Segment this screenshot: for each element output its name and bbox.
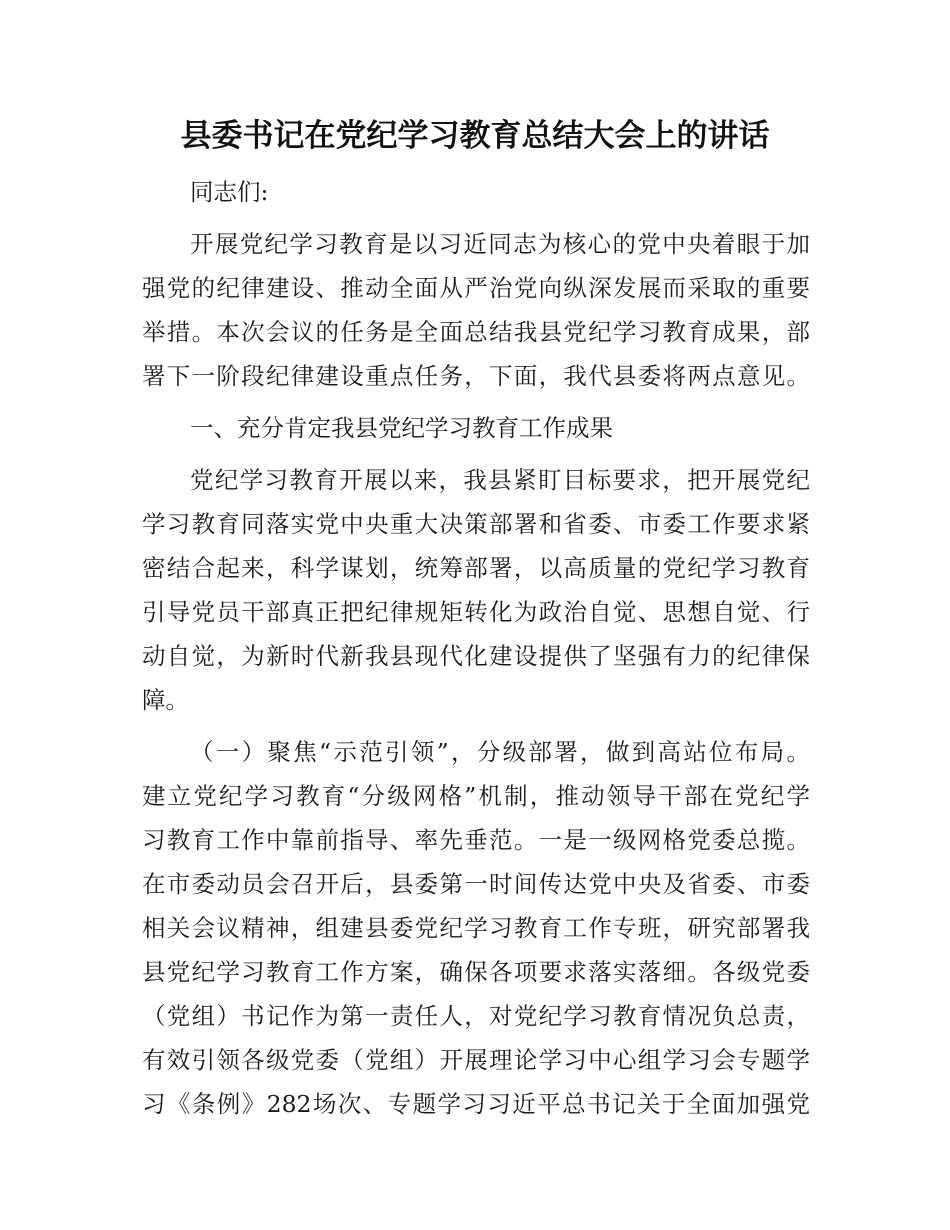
paragraph-line: 建立党纪学习教育“分级网格”机制，推动领导干部在党纪学 [142,782,810,810]
paragraph-line: 学习教育同落实党中央重大决策部署和省委、市委工作要求紧 [142,510,810,538]
document-title: 县委书记在党纪学习教育总结大会上的讲话 [180,118,770,154]
section-heading-1: 一、充分肯定我县党纪学习教育工作成果 [190,414,613,442]
paragraph-line: 在市委动员会召开后，县委第一时间传达党中央及省委、市委 [142,870,810,898]
paragraph-line: 有效引领各级党委（党组）开展理论学习中心组学习会专题学 [142,1046,810,1074]
paragraph-line: 署下一阶段纪律建设重点任务，下面，我代县委将两点意见。 [142,362,810,390]
paragraph-line: 动自觉，为新时代新我县现代化建设提供了坚强有力的纪律保 [142,642,810,670]
paragraph-line: （党组）书记作为第一责任人，对党纪学习教育情况负总责， [142,1002,810,1030]
salutation: 同志们: [190,178,269,206]
spacer [142,398,810,406]
paragraph-3 [142,730,810,1126]
paragraph-line: 强党的纪律建设、推动全面从严治党向纵深发展而采取的重要 [142,274,810,302]
paragraph-line: 障。 [142,686,189,714]
paragraph-line: 举措。本次会议的任务是全面总结我县党纪学习教育成果，部 [142,318,810,346]
paragraph-line: 开展党纪学习教育是以习近同志为核心的党中央着眼于加 [190,230,810,258]
paragraph-line: 习教育工作中靠前指导、率先垂范。一是一级网格党委总揽。 [142,826,810,854]
paragraph-2 [142,458,810,722]
spacer [142,450,810,458]
paragraph-line: 党纪学习教育开展以来，我县紧盯目标要求，把开展党纪 [190,466,810,494]
paragraph-line: 县党纪学习教育工作方案，确保各项要求落实落细。各级党委 [142,958,810,986]
spacer [142,722,810,730]
paragraph-line: 密结合起来，科学谋划，统筹部署，以高质量的党纪学习教育 [142,554,810,582]
paragraph-line: 相关会议精神，组建县委党纪学习教育工作专班，研究部署我 [142,914,810,942]
paragraph-line: 引导党员干部真正把纪律规矩转化为政治自觉、思想自觉、行 [142,598,810,626]
spacer [142,214,810,222]
paragraph-1 [142,222,810,398]
paragraph-line: （一）聚焦“示范引领”，分级部署，做到高站位布局。 [190,738,810,766]
paragraph-line: 习《条例》282场次、专题学习习近平总书记关于全面加强党 [142,1090,810,1118]
document-body [142,170,810,1126]
